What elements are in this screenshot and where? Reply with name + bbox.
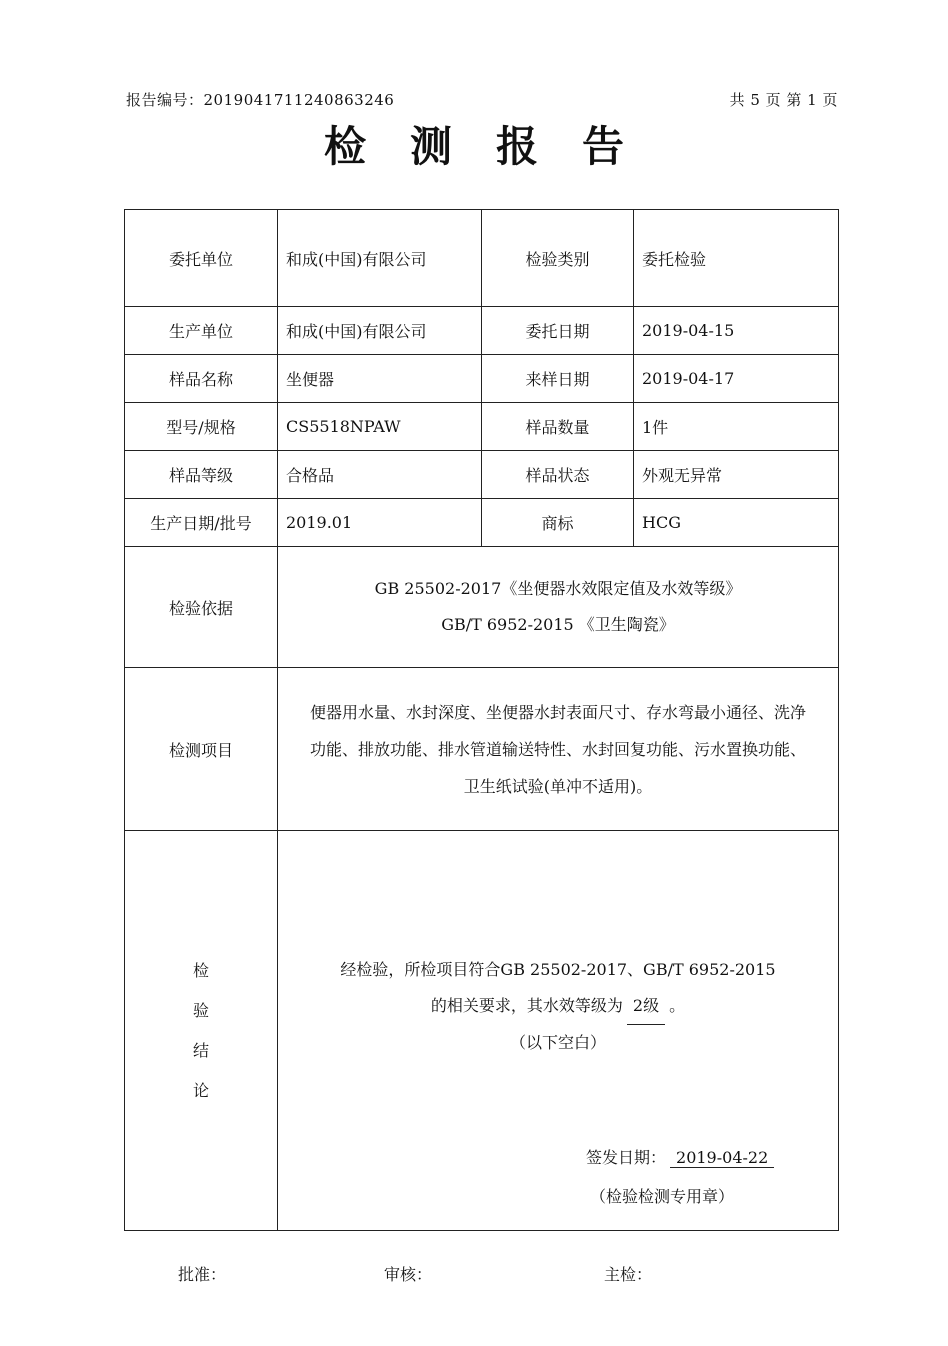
conclusion-suffix: 。 [669, 995, 686, 1015]
conclusion-content [278, 831, 839, 1231]
page-indicator: 共 5 页 第 1 页 [729, 91, 838, 109]
table-row [125, 499, 839, 547]
field-label: 生产单位 [125, 307, 278, 355]
field-label: 生产日期/批号 [125, 499, 278, 547]
table-row [125, 668, 839, 831]
basis-content [278, 547, 839, 668]
items-label: 检测项目 [125, 668, 278, 831]
field-value: 和成(中国)有限公司 [278, 210, 482, 307]
basis-line: GB 25502-2017《坐便器水效限定值及水效等级》 [374, 579, 742, 598]
field-label: 样品状态 [482, 451, 634, 499]
field-value: HCG [634, 499, 839, 547]
issue-date-line [586, 1145, 778, 1168]
table-row [125, 403, 839, 451]
field-label: 委托单位 [125, 210, 278, 307]
field-label: 委托日期 [482, 307, 634, 355]
field-label: 样品数量 [482, 403, 634, 451]
field-value: CS5518NPAW [278, 403, 482, 451]
report-number [126, 89, 394, 110]
basis-label: 检验依据 [125, 547, 278, 668]
items-line: 卫生纸试验(单冲不适用)。 [463, 776, 653, 796]
inspector-signature: 主检： [604, 1265, 653, 1284]
approve-signature: 批准： [178, 1265, 227, 1284]
seal-note: （检验检测专用章） [590, 1186, 735, 1206]
field-label: 来样日期 [482, 355, 634, 403]
conclusion-prefix: 的相关要求，其水效等级为 [430, 995, 623, 1015]
field-value: 坐便器 [278, 355, 482, 403]
conclusion-label-char: 验 [192, 1000, 209, 1020]
conclusion-line [278, 988, 838, 1025]
items-line: 功能、排放功能、排水管道输送特性、水封回复功能、污水置换功能、 [309, 739, 806, 759]
table-row [125, 355, 839, 403]
items-content [278, 668, 839, 831]
field-value: 外观无异常 [634, 451, 839, 499]
table-row [125, 547, 839, 668]
conclusion-label-char: 结 [192, 1040, 209, 1060]
efficiency-grade: 2级 [627, 988, 665, 1025]
blank-note: （以下空白） [509, 1032, 606, 1052]
field-value: 委托检验 [634, 210, 839, 307]
field-value: 1件 [634, 403, 839, 451]
conclusion-label [125, 831, 278, 1231]
field-label: 样品名称 [125, 355, 278, 403]
field-value: 和成(中国)有限公司 [278, 307, 482, 355]
table-row [125, 307, 839, 355]
table-row [125, 451, 839, 499]
review-signature: 审核： [384, 1265, 433, 1284]
conclusion-label-char: 论 [192, 1080, 209, 1100]
field-value: 合格品 [278, 451, 482, 499]
page-title: 检测报告 [323, 122, 668, 171]
field-label: 型号/规格 [125, 403, 278, 451]
conclusion-label-char: 检 [192, 960, 209, 980]
field-value: 2019-04-15 [634, 307, 839, 355]
field-label: 商标 [482, 499, 634, 547]
field-value: 2019.01 [278, 499, 482, 547]
items-line: 便器用水量、水封深度、坐便器水封表面尺寸、存水弯最小通径、洗净 [309, 702, 806, 722]
table-row [125, 210, 839, 307]
table-row [125, 831, 839, 1231]
report-number-value: 2019041711240863246 [203, 91, 395, 109]
basis-line: GB/T 6952-2015 《卫生陶瓷》 [441, 615, 675, 634]
field-label: 样品等级 [125, 451, 278, 499]
report-table [124, 209, 839, 1231]
issue-date: 2019-04-22 [670, 1148, 774, 1168]
field-label: 检验类别 [482, 210, 634, 307]
issue-date-label: 签发日期： [586, 1147, 667, 1167]
field-value: 2019-04-17 [634, 355, 839, 403]
report-number-label: 报告编号： [126, 91, 204, 109]
conclusion-line: 经检验，所检项目符合GB 25502-2017、GB/T 6952-2015 [340, 959, 776, 979]
